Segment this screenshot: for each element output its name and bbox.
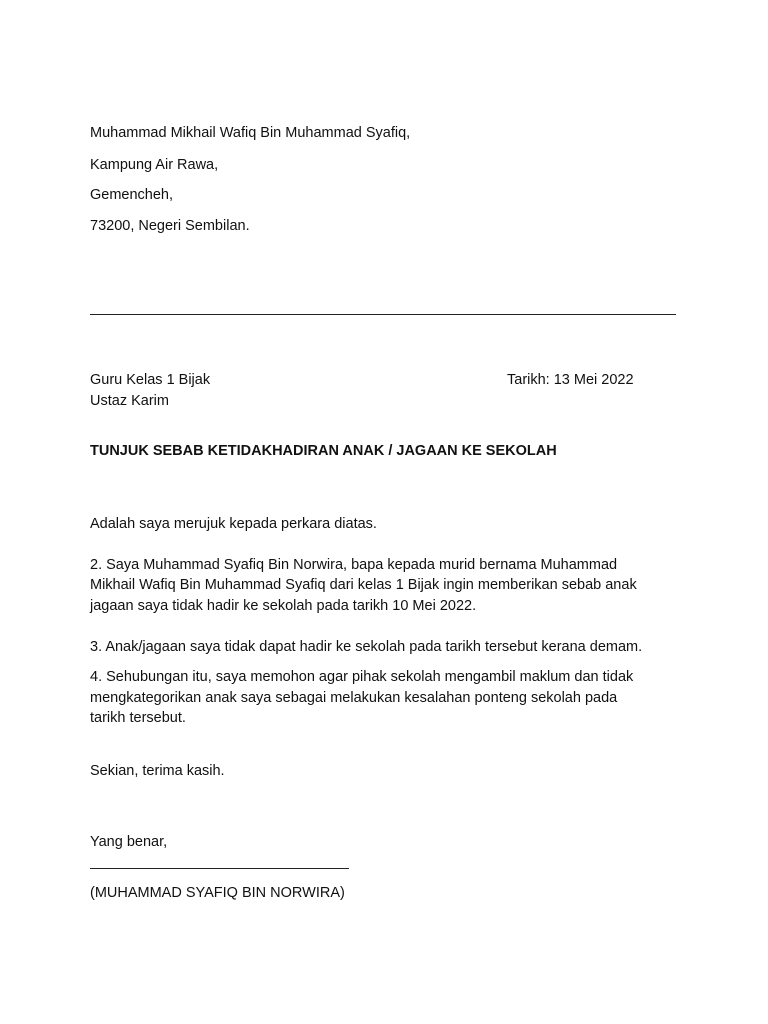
signature-name: (MUHAMMAD SYAFIQ BIN NORWIRA)	[90, 885, 345, 901]
body-paragraph-line: 2. Saya Muhammad Syafiq Bin Norwira, bapa kepada murid bernama Muhammad	[90, 557, 618, 573]
sender-name: Muhammad Mikhail Wafiq Bin Muhammad Syafiq,	[90, 125, 411, 141]
letter-subject: TUNJUK SEBAB KETIDAKHADIRAN ANAK / JAGAAN KE SEKOLAH	[90, 443, 557, 459]
sender-address-line: Gemencheh,	[90, 187, 174, 203]
signature-line	[90, 868, 349, 869]
sender-address-line: 73200, Negeri Sembilan.	[90, 218, 250, 234]
body-paragraph-line: 3. Anak/jagaan saya tidak dapat hadir ke sekolah pada tarikh tersebut kerana demam.	[90, 639, 643, 655]
separator-line	[90, 314, 676, 315]
signature-salutation: Yang benar,	[90, 834, 168, 850]
letter-date: Tarikh: 13 Mei 2022	[507, 372, 634, 388]
body-closing: Sekian, terima kasih.	[90, 763, 225, 779]
body-paragraph-line: Mikhail Wafiq Bin Muhammad Syafiq dari kelas 1 Bijak ingin memberikan sebab anak	[90, 577, 637, 593]
sender-address-line: Kampung Air Rawa,	[90, 157, 219, 173]
body-paragraph-line: 4. Sehubungan itu, saya memohon agar pihak sekolah mengambil maklum dan tidak	[90, 669, 634, 685]
recipient-line: Ustaz Karim	[90, 393, 169, 409]
body-paragraph-line: jagaan saya tidak hadir ke sekolah pada tarikh 10 Mei 2022.	[90, 598, 477, 614]
body-paragraph-line: mengkategorikan anak saya sebagai melakukan kesalahan ponteng sekolah pada	[90, 690, 618, 706]
body-paragraph-line: tarikh tersebut.	[90, 710, 186, 726]
body-opening: Adalah saya merujuk kepada perkara diatas.	[90, 516, 377, 532]
recipient-line: Guru Kelas 1 Bijak	[90, 372, 211, 388]
